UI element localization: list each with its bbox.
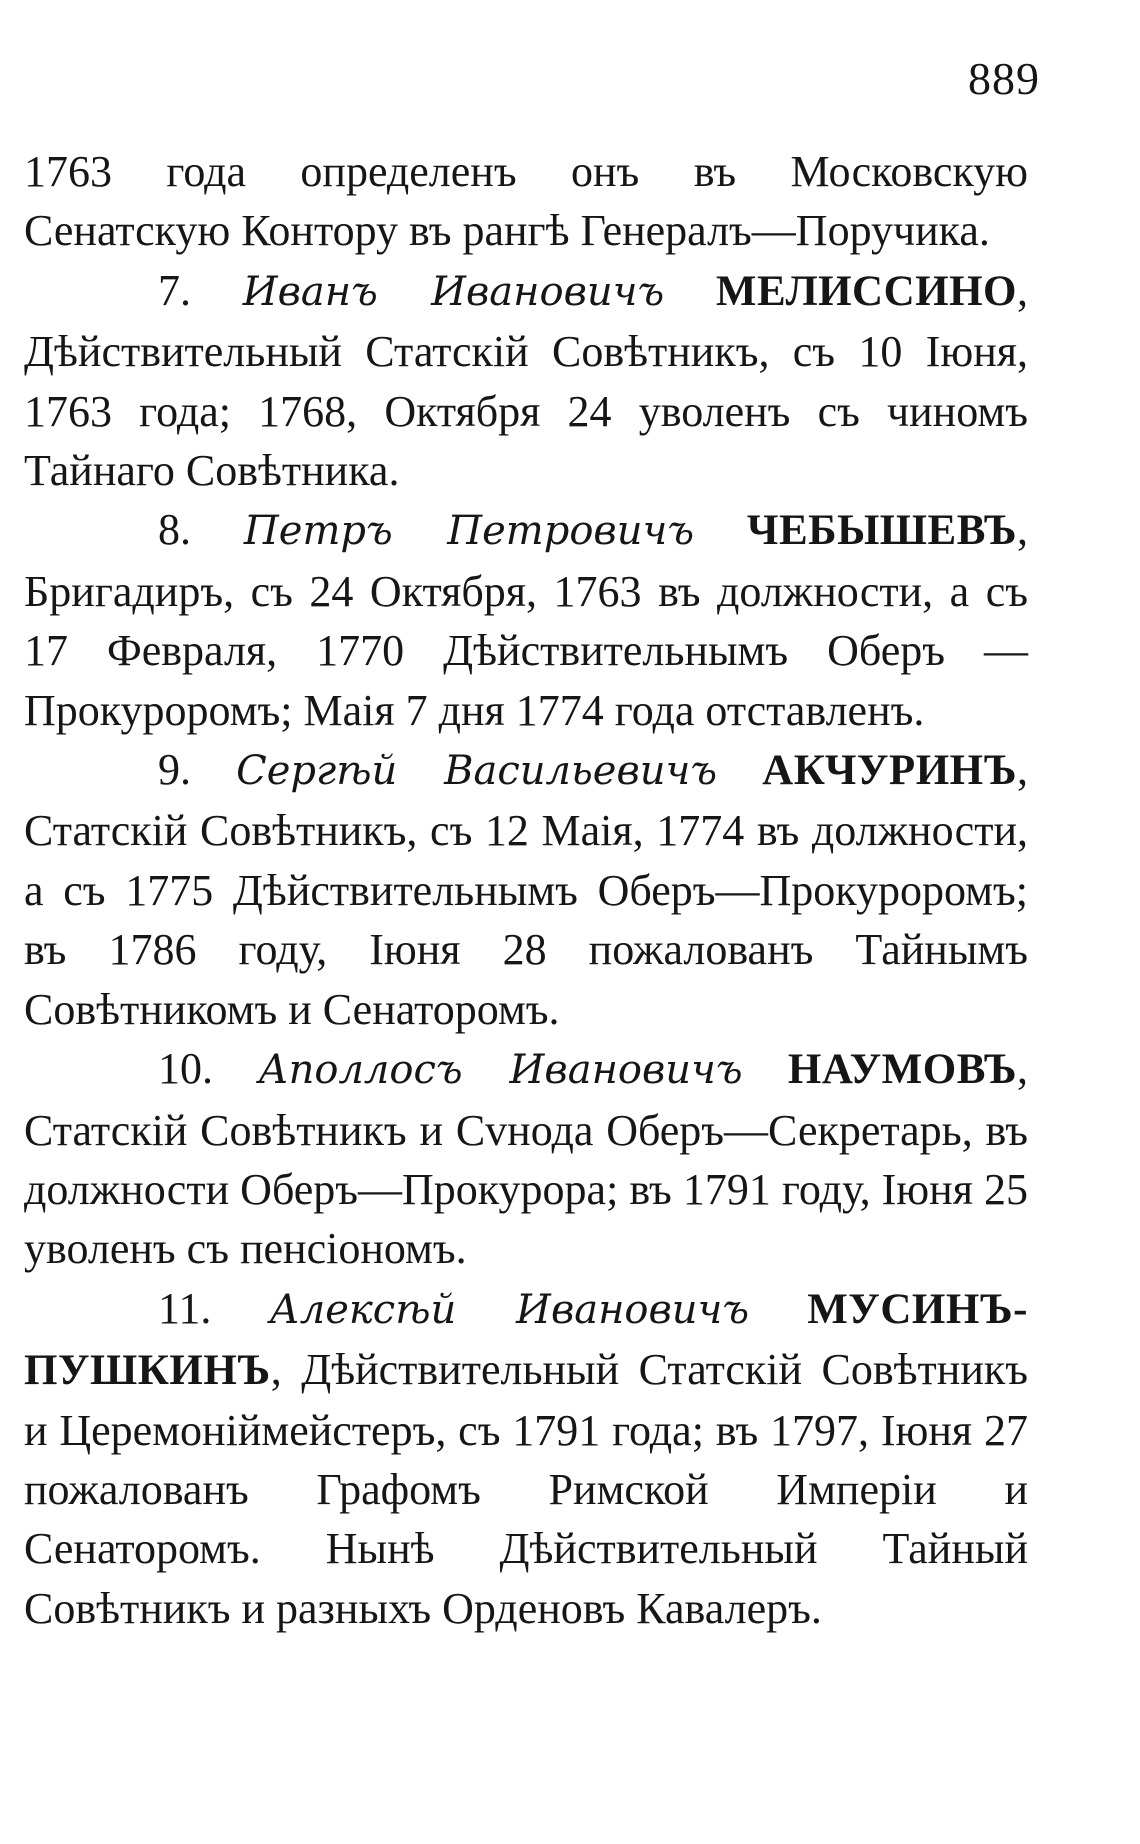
entry-number: 11.: [158, 1283, 212, 1333]
entry-text: , Дѣйствительный Статскій Совѣтникъ, съ 10 Іюня, 1763 года; 1768, Октября 24 уволенъ съ чиномъ Тайнаго Совѣтника.: [24, 265, 1029, 496]
person-given-name: Петръ Петровичъ: [243, 508, 695, 555]
person-given-name: Алексѣй Ивановичъ: [269, 1286, 750, 1333]
entry-text: , Статскій Совѣтникъ и Сvнода Оберъ—Секретарь, въ должности Оберъ—Прокурора; въ 1791 году, Іюня 25 уволенъ съ пенсіономъ.: [24, 1044, 1029, 1274]
person-given-name: Сергѣй Васильевичъ: [236, 748, 718, 795]
entry-9: [24, 740, 1028, 1039]
entry-7: [24, 261, 1028, 501]
entry-11: [24, 1279, 1028, 1638]
entry-text: , Дѣйствительный Статскій Совѣтникъ и Церемоніймейстеръ, съ 1791 года; въ 1797, Іюня 27 пожалованъ Графомъ Римской Имперіи и Сенаторомъ. Нынѣ Дѣйствительный Тайный Совѣтникъ и разныхъ Орденовъ Кавалеръ.: [24, 1345, 1028, 1633]
person-surname: МЕЛИССИНО: [715, 267, 1018, 315]
person-surname: ЧЕБЫШЕВЪ: [746, 507, 1017, 555]
page-number: 889: [968, 53, 1040, 104]
continuation-paragraph: 1763 года определенъ онъ въ Московскую Сенатскую Контору въ рангѣ Генералъ—Поручика.: [24, 147, 1028, 256]
person-surname: АКЧУРИНЪ: [762, 747, 1017, 795]
person-given-name: Иванъ Ивановичъ: [242, 268, 665, 315]
entry-number: 10.: [158, 1044, 213, 1094]
entry-8: [24, 500, 1028, 740]
entry-number: 9.: [158, 745, 191, 795]
person-given-name: Аполлосъ Ивановичъ: [258, 1047, 743, 1094]
entry-number: 8.: [158, 505, 191, 555]
entry-text: , Бригадиръ, съ 24 Октября, 1763 въ должности, а съ 17 Февраля, 1770 Дѣйствительнымъ Оберъ — Прокуроромъ; Маія 7 дня 1774 года отставленъ.: [24, 505, 1028, 735]
entry-text: , Статскій Совѣтникъ, съ 12 Маія, 1774 въ должности, а съ 1775 Дѣйствительнымъ Оберъ—Прокуроромъ; въ 1786 году, Іюня 28 пожалованъ Тайнымъ Совѣтникомъ и Сенаторомъ.: [24, 745, 1028, 1034]
page-body: [24, 142, 1028, 1638]
entry-10: [24, 1039, 1028, 1279]
person-surname: НАУМОВЪ: [787, 1046, 1018, 1094]
entry-number: 7.: [158, 265, 191, 315]
person-surname: МУСИНЪ-ПУШКИНЪ: [24, 1285, 1028, 1395]
